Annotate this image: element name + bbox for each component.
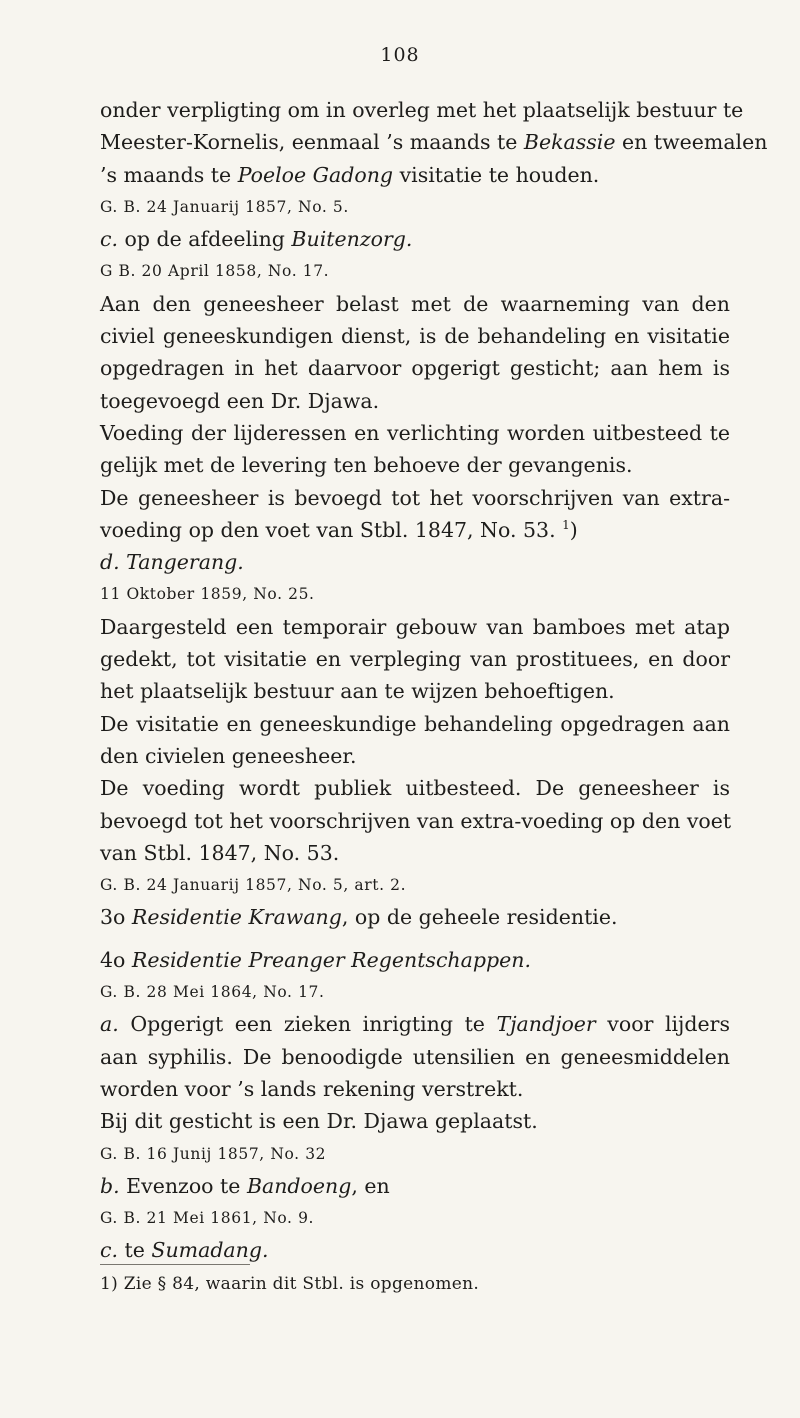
- citation: G. B. 28 Mei 1864, No. 17.: [100, 983, 325, 1002]
- footnote-divider: [100, 1264, 250, 1265]
- text-line: opgedragen in het daarvoor opgerigt gesticht; aan hem is: [100, 356, 730, 381]
- text-line: De visitatie en geneeskundige behandeling opgedragen aan: [100, 711, 730, 736]
- text-line: gedekt, tot visitatie en verpleging van prostituees, en door: [100, 647, 730, 672]
- section-heading: 4o Residentie Preanger Regentschappen.: [100, 947, 531, 972]
- place-name: Residentie Krawang: [131, 905, 342, 930]
- section-heading: c. te Sumadang.: [100, 1238, 269, 1263]
- place-name: Buitenzorg.: [291, 227, 413, 252]
- text-line: toegevoegd een Dr. Djawa.: [100, 388, 380, 413]
- text-line: het plaatselijk bestuur aan te wijzen behoeftigen.: [100, 679, 615, 704]
- text-line: Daargesteld een temporair gebouw van bamboes met atap: [100, 614, 730, 639]
- citation: 11 Oktober 1859, No. 25.: [100, 585, 315, 604]
- text-line: voeding op den voet van Stbl. 1847, No. 53. $^1$): [100, 517, 578, 542]
- text-line: De voeding wordt publiek uitbesteed. De geneesheer is: [100, 776, 730, 801]
- place-name: Tjandjoer: [496, 1012, 596, 1037]
- text-line: ’s maands te Poeloe Gadong visitatie te houden.: [100, 162, 600, 187]
- text-line: bevoegd tot het voorschrijven van extra-voeding op den voet: [100, 808, 732, 833]
- place-name: Tangerang.: [119, 550, 244, 575]
- text-line: civiel geneeskundigen dienst, is de behandeling en visitatie: [100, 324, 730, 349]
- section-heading: b. Evenzoo te Bandoeng, en: [100, 1173, 390, 1198]
- citation: G. B. 24 Januarij 1857, No. 5, art. 2.: [100, 876, 407, 895]
- text-line: worden voor ’s lands rekening verstrekt.: [100, 1076, 524, 1101]
- footnote-marker: 1: [562, 517, 570, 532]
- text-line: Aan den geneesheer belast met de waarneming van den: [100, 291, 730, 316]
- place-name: Bekassie: [523, 130, 616, 155]
- place-name: Residentie Preanger Regentschappen.: [131, 947, 531, 972]
- text-line: a. Opgerigt een zieken inrigting te Tjandjoer voor lijders: [100, 1012, 730, 1037]
- text-line: Bij dit gesticht is een Dr. Djawa geplaatst.: [100, 1109, 538, 1134]
- place-name: Poeloe Gadong: [237, 162, 394, 187]
- spacer: [100, 934, 730, 944]
- body-text: [100, 94, 768, 1300]
- text-line: De geneesheer is bevoegd tot het voorschrijven van extra-: [100, 485, 730, 510]
- text-line: aan syphilis. De benoodigde utensilien en geneesmiddelen: [100, 1044, 730, 1069]
- place-name: Bandoeng: [246, 1173, 352, 1198]
- citation: G. B. 16 Junij 1857, No. 32: [100, 1144, 327, 1163]
- text-line: Meester-Kornelis, eenmaal ’s maands te Bekassie en tweemalen: [100, 130, 768, 155]
- citation: G. B. 24 Januarij 1857, No. 5.: [100, 197, 349, 216]
- section-heading: d. Tangerang.: [100, 550, 244, 575]
- place-name: Sumadang.: [151, 1238, 269, 1263]
- text-line: den civielen geneesheer.: [100, 743, 357, 768]
- page-number: 108: [380, 44, 420, 66]
- text-line: onder verpligting om in overleg met het plaatselijk bestuur te: [100, 98, 744, 122]
- section-heading: 3o Residentie Krawang, op de geheele residentie.: [100, 905, 618, 930]
- citation: G. B. 21 Mei 1861, No. 9.: [100, 1209, 315, 1228]
- footnote: 1) Zie § 84, waarin dit Stbl. is opgenomen.: [100, 1273, 480, 1294]
- section-heading: c. op de afdeeling Buitenzorg.: [100, 227, 413, 252]
- citation: G B. 20 April 1858, No. 17.: [100, 262, 330, 281]
- text-line: van Stbl. 1847, No. 53.: [100, 840, 340, 865]
- text-line: gelijk met de levering ten behoeve der gevangenis.: [100, 453, 633, 478]
- text-line: Voeding der lijderessen en verlichting worden uitbesteed te: [100, 420, 730, 445]
